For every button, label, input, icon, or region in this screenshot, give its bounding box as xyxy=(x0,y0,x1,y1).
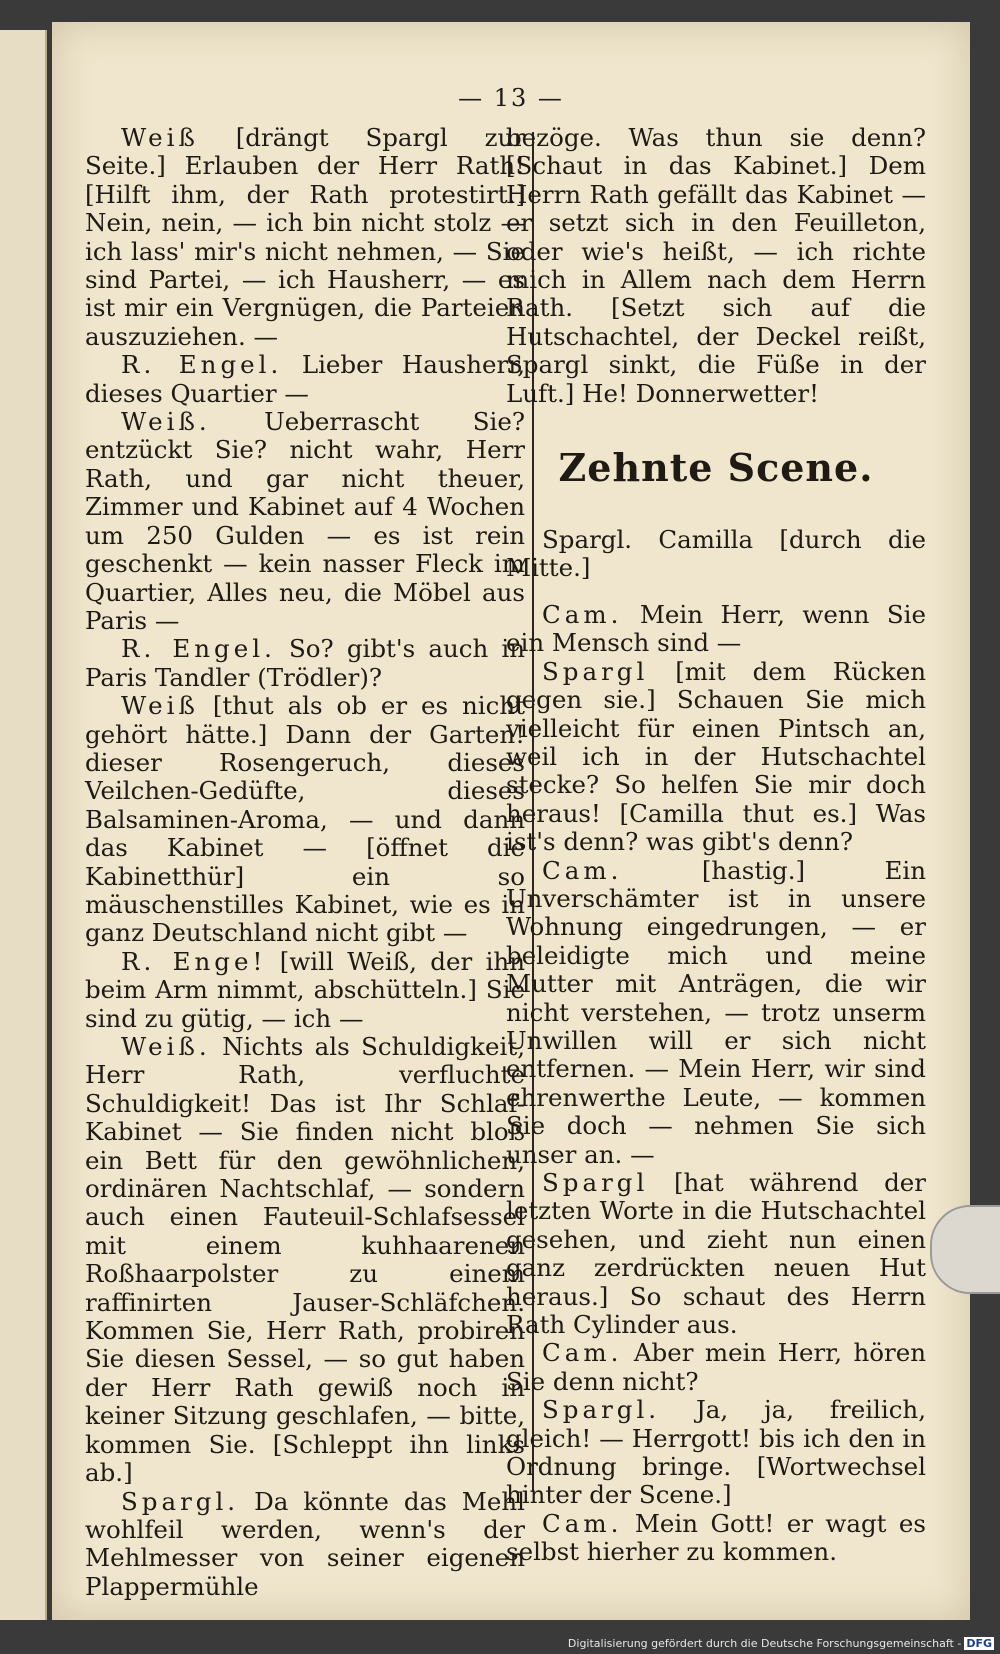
speech-text: [drängt Spargl zur Seite.] Erlauben der Herr Rath! [Hilft ihm, der Rath protestirt.] Nein, nein, — ich bin nicht stolz — ich lass' mir's nicht nehmen, — Sie sind Partei, — ich Hausherr, — es ist mir ein Vergnügen, die Parteien auszuziehen. — xyxy=(85,123,525,351)
speaker-name: Weiß. xyxy=(121,1032,211,1061)
speech-text: Ueberrascht Sie? entzückt Sie? nicht wahr, Herr Rath, und gar nicht theuer, Zimmer und Kabinet auf 4 Wochen um 250 Gulden — es ist rein geschenkt — kein nasser Fleck im Quartier, Alles neu, die Möbel aus Paris — xyxy=(85,407,525,635)
speech-text: Da könnte das Mehl wohlfeil werden, wenn's der Mehlmesser von seiner eigenen Plappermühle xyxy=(85,1486,525,1601)
speech-paragraph xyxy=(85,1488,525,1602)
speaker-name: Weiß xyxy=(121,691,199,721)
speech-text: Ja, ja, freilich, gleich! — Herrgott! bis ich den in Ordnung bringe. [Wortwechsel hinter der Scene.] xyxy=(506,1395,926,1510)
speech-paragraph xyxy=(506,857,926,1169)
speaker-name: R. Engel. xyxy=(121,350,283,380)
speaker-name: Cam. xyxy=(542,599,623,629)
speech-text: [hastig.] Ein Unverschämter ist in unsere Wohnung eingedrungen, — er beleidigte mich und meine Mutter mit Anträgen, die wir nicht verstehen, — trotz unserm Unwillen will er sich nicht entfernen. — Mein Herr, wir sind ehrenwerthe Leute, — kommen Sie doch — nehmen Sie sich unser an. — xyxy=(506,855,926,1169)
right-column xyxy=(506,124,926,1567)
speech-paragraph xyxy=(506,658,926,857)
speaker-name: R. Enge! xyxy=(121,946,267,976)
speech-paragraph xyxy=(85,124,525,351)
speaker-name: Spargl xyxy=(542,1168,649,1197)
speaker-name: Cam. xyxy=(542,1338,623,1368)
speaker-name: Cam. xyxy=(542,1508,623,1538)
speech-text: So? gibt's auch in Paris Tandler (Trödler)? xyxy=(85,634,525,692)
speech-paragraph xyxy=(85,692,525,948)
continued-speech: bezöge. Was thun sie denn? [Schaut in das Kabinet.] Dem Herrn Rath gefällt das Kabinet — er setzt sich in den Feuilleton, oder wie's heißt, — ich richte mich in Allem nach dem Herrn Rath. [Setzt sich auf die Hutschachtel, der Deckel reißt, Spargl sinkt, die Füße in der Luft.] He! Donnerwetter! xyxy=(506,123,926,408)
scene-cast: Spargl. Camilla [durch die Mitte.] xyxy=(506,525,926,583)
speech-paragraph xyxy=(506,1510,926,1567)
previous-page-edge xyxy=(0,30,47,1620)
speaker-name: Weiß xyxy=(121,123,199,152)
speaker-name: Cam. xyxy=(542,855,623,885)
speech-paragraph xyxy=(85,351,525,408)
speech-paragraph xyxy=(85,948,525,1033)
speech-paragraph xyxy=(506,1339,926,1396)
speech-text: Mein Herr, wenn Sie ein Mensch sind — xyxy=(506,599,926,658)
speech-text: Nichts als Schuldigkeit, Herr Rath, verfluchte Schuldigkeit! Das ist Ihr Schlaf-Kabinet — Sie finden nicht bloß ein Bett für den gewöhnlichen, ordinären Nachtschlaf, — sondern auch einen Fauteuil-Schlafsessel mit einem kuhhaarenen Roßhaarpolster zu einem raffinirten Jauser-Schläfchen. Kommen Sie, Herr Rath, probiren Sie diesen Sessel, — so gut haben der Herr Rath gewiß noch in keiner Sitzung geschlafen, — bitte, kommen Sie. [Schleppt ihn links ab.] xyxy=(85,1032,525,1488)
page-number: — 13 — xyxy=(458,84,564,112)
page-turn-tab[interactable] xyxy=(930,1205,1000,1294)
book-page xyxy=(52,22,970,1620)
speech-text: [thut als ob er es nicht gehört hätte.] Dann der Garten! dieser Rosengeruch, dieses Veilchen-Gedüfte, dieses Balsaminen-Aroma, — und dann das Kabinet — [öffnet die Kabinetthür] ein so mäuschenstilles Kabinet, wie es in ganz Deutschland nicht gibt — xyxy=(85,691,525,948)
speech-paragraph xyxy=(85,408,525,635)
speech-text: Aber mein Herr, hören Sie denn nicht? xyxy=(506,1338,926,1396)
speech-text: [will Weiß, der ihn beim Arm nimmt, abschütteln.] Sie sind zu gütig, — ich — xyxy=(85,946,525,1033)
speech-paragraph xyxy=(85,1033,525,1488)
speaker-name: Spargl. xyxy=(542,1395,661,1425)
speaker-name: R. Engel. xyxy=(121,634,276,664)
speech-text: [mit dem Rücken gegen sie.] Schauen Sie mich vielleicht für einen Pintsch an, weil ich in der Hutschachtel stecke? So helfen Sie mir doch heraus! [Camilla thut es.] Was ist's denn? was gibt's denn? xyxy=(506,656,926,857)
speech-paragraph xyxy=(506,1396,926,1510)
speech-text: [hat während der letzten Worte in die Hutschachtel gesehen, und zieht nun einen ganz zerdrückten neuen Hut heraus.] So schaut des Herrn Rath Cylinder aus. xyxy=(506,1168,926,1340)
speech-paragraph xyxy=(506,601,926,658)
funding-footer xyxy=(568,1637,994,1650)
speech-text: Lieber Hausherr, dieses Quartier — xyxy=(85,350,525,408)
speaker-name: Spargl xyxy=(542,656,649,686)
speech-text: Mein Gott! er wagt es selbst hierher zu kommen. xyxy=(506,1508,926,1567)
dfg-logo: DFG xyxy=(966,1637,992,1650)
speech-paragraph xyxy=(506,1169,926,1339)
scene-heading: Zehnte Scene. xyxy=(558,445,874,491)
left-column xyxy=(85,124,525,1601)
footer-text: Digitalisierung gefördert durch die Deutsche Forschungsgemeinschaft - xyxy=(567,1637,962,1650)
speaker-name: Spargl. xyxy=(121,1486,240,1516)
speech-paragraph xyxy=(85,635,525,692)
speaker-name: Weiß. xyxy=(121,407,211,437)
